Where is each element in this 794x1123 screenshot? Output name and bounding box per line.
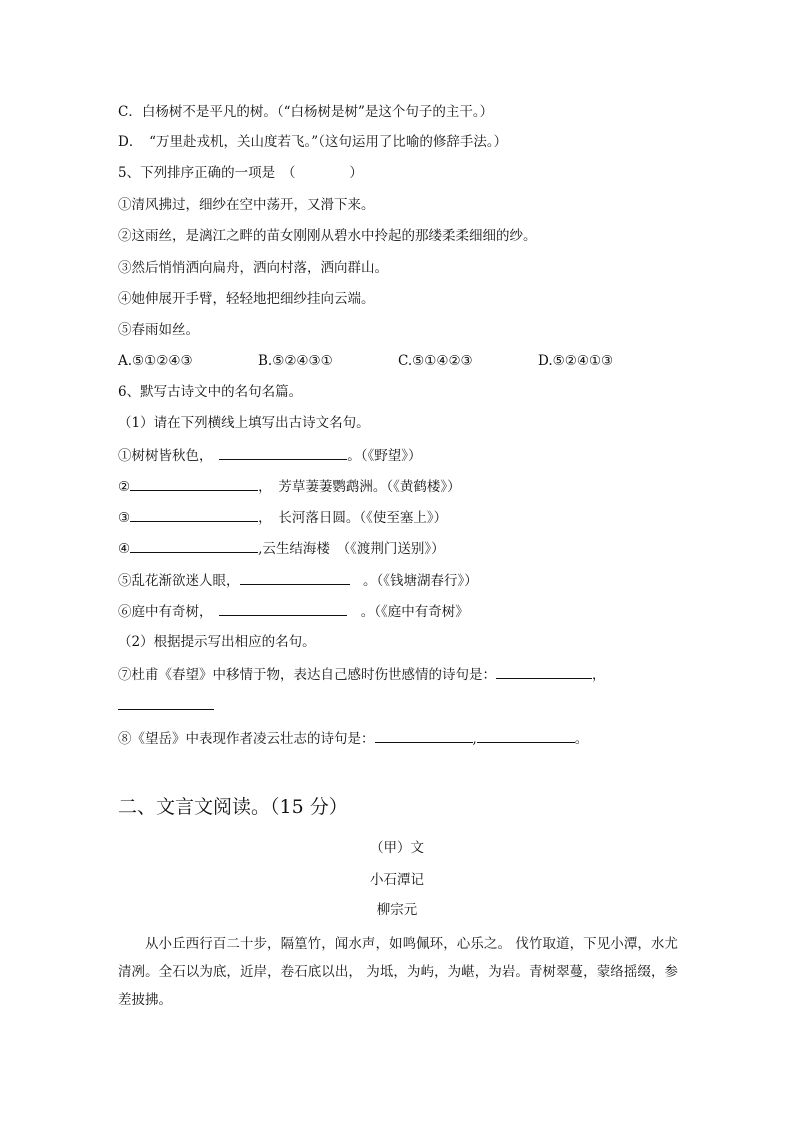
q6-line-8-separator: , [472,731,477,747]
q6-line-2-suffix: ， 芳草萋萋鹦鹉洲。（《黄鹤楼》） [258,479,461,495]
answer-blank-3[interactable] [130,507,258,522]
answer-blank-5[interactable] [240,570,350,585]
q6-line-7-prefix: ⑦杜甫《春望》中移情于物，表达自己感时伤世感情的诗句是： [118,667,496,683]
q6-line-3 [118,507,688,528]
q6-line-7 [118,664,688,685]
q6-line-8 [118,728,688,749]
q6-line-8-suffix: 。 [574,731,589,747]
q6-line-6-prefix: ⑥庭中有奇树， [118,604,220,620]
q6-line-4-suffix: ,云生结海楼 （《渡荆门送别》） [258,541,445,557]
q5-options [118,351,688,371]
answer-blank-4[interactable] [130,538,258,553]
q6-line-1 [118,445,688,466]
answer-blank-2[interactable] [130,476,258,491]
q6-part2: （2）根据提示写出相应的名句。 [118,634,316,650]
q4-option-d: D． “万里赴戎机，关山度若飞。”（这句运用了比喻的修辞手法。） [118,134,508,150]
q6-line-7-cont [118,695,688,716]
q6-line-1-suffix: 。（《野望》） [347,448,422,464]
answer-blank-8a[interactable] [375,728,473,743]
q6-line-6-suffix: 。（《庭中有奇树》 [347,604,469,620]
q5-item-3: ③然后悄悄洒向扁舟，洒向村落，洒向群山。 [118,260,388,276]
q6-stem: 6、默写古诗文中的名句名篇。 [118,384,303,400]
q6-line-8-prefix: ⑧《望岳》中表现作者凌云壮志的诗句是： [118,731,375,747]
q5-option-b: B.⑤②④③① [258,353,333,369]
q6-line-2 [118,476,688,497]
answer-blank-1[interactable] [219,445,347,460]
passage-paragraph: 从小丘西行百二十步，隔篁竹，闻水声，如鸣佩环，心乐之。 伐竹取道，下见小潭，水尤清冽。全石以为底，近岸，卷石底以出， 为坻，为屿，为嵁，为岩。青树翠蔓，蒙络摇缀，参差披拂。 [118,936,678,1008]
q6-line-2-prefix: ② [118,479,131,495]
q5-option-a: A.⑤①②④③ [118,353,193,369]
section-heading: 二、文言文阅读。（15 分） [118,796,348,818]
answer-blank-6[interactable] [219,601,347,616]
q6-line-7-comma: ， [592,667,606,683]
q6-part1: （1）请在下列横线上填写出古诗文名句。 [118,415,370,431]
answer-blank-7b[interactable] [118,695,214,710]
q4-option-c: C．白杨树不是平凡的树。（“白杨树是树”是这个句子的主干。） [118,104,494,120]
q6-line-5-suffix: 。（《钱塘湖春行》） [349,573,478,589]
q5-item-2: ②这雨丝，是漓江之畔的苗女刚刚从碧水中拎起的那缕柔柔细细的纱。 [118,228,537,244]
q6-line-6 [118,601,688,622]
q6-line-3-suffix: ， 长河落日圆。（《使至塞上》） [258,510,448,526]
q6-line-1-prefix: ①树树皆秋色， [118,448,220,464]
q5-stem: 5、下列排序正确的一项是 （ ） [118,165,363,181]
q5-item-1: ①清风拂过，细纱在空中荡开，又滑下来。 [118,197,375,213]
q6-line-4-prefix: ④ [118,541,131,557]
answer-blank-8b[interactable] [477,728,575,743]
q6-line-4 [118,538,688,559]
q6-line-5-prefix: ⑤乱花渐欲迷人眼， [118,573,240,589]
passage-author: 柳宗元 [376,902,418,918]
passage-label: （甲）文 [370,840,424,856]
q5-item-4: ④她伸展开手臂，轻轻地把细纱挂向云端。 [118,291,375,307]
q6-line-5 [118,570,688,591]
passage-title: 小石潭记 [370,872,424,888]
q5-item-5: ⑤春雨如丝。 [118,322,199,338]
q6-line-3-prefix: ③ [118,510,131,526]
q5-option-c: C.⑤①④②③ [398,353,473,369]
q5-option-d: D.⑤②④①③ [538,353,614,369]
answer-blank-7a[interactable] [496,664,592,679]
